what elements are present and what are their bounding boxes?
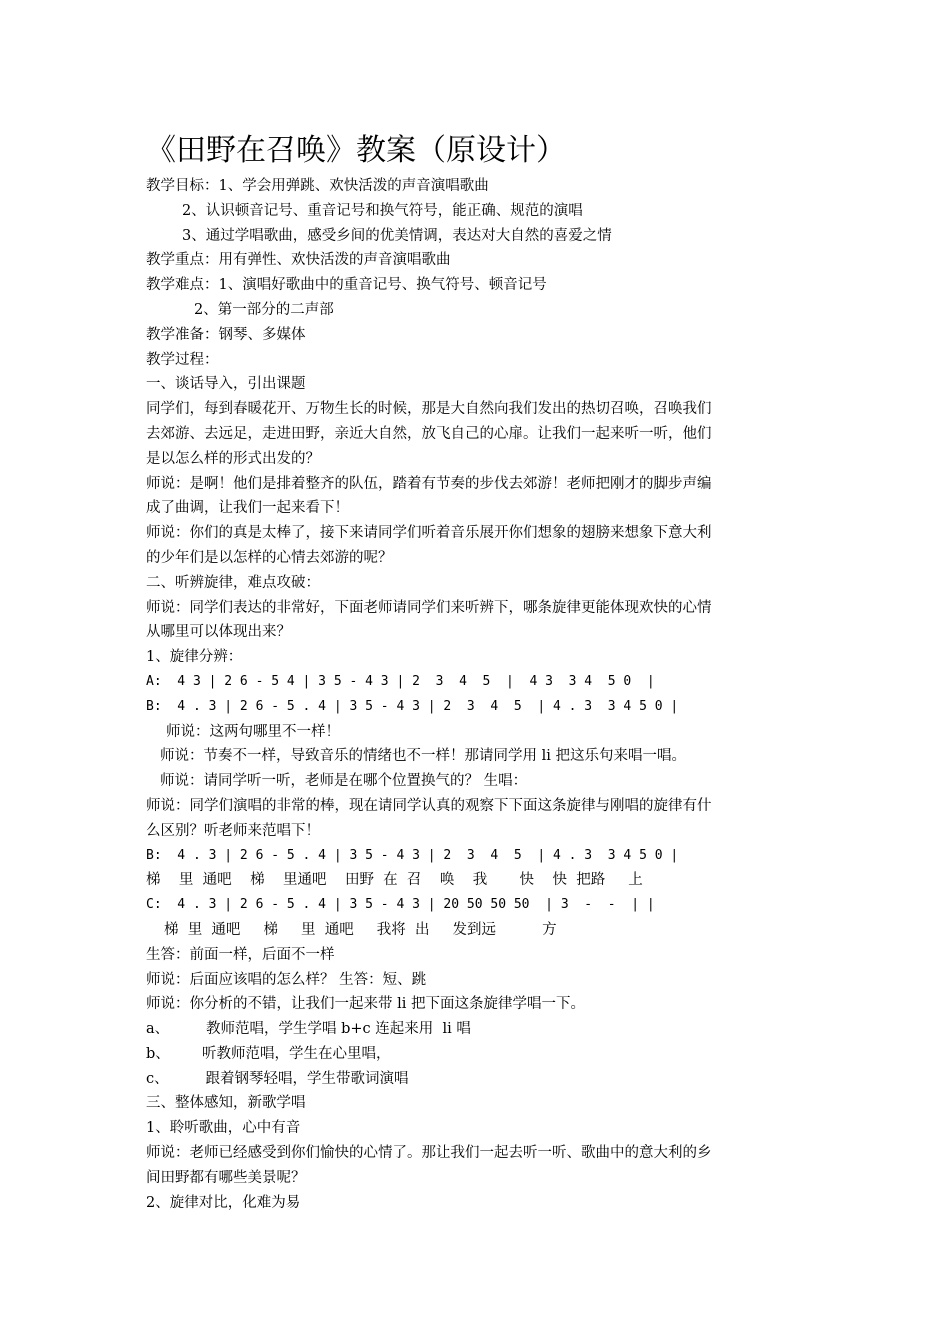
text-line: 同学们，每到春暖花开、万物生长的时候，那是大自然向我们发出的热切召唤，召唤我们 xyxy=(146,401,712,418)
text-line: 么区别？听老师来范唱下！ xyxy=(146,822,320,839)
text-line: 生答：前面一样，后面不一样 xyxy=(146,946,335,963)
text-line: 的少年们是以怎样的心情去郊游的呢？ xyxy=(146,549,393,566)
text-line: 教学过程： xyxy=(146,351,219,368)
text-line: 1、聆听歌曲，心中有音 xyxy=(146,1120,301,1137)
text-line: 一、谈话导入，引出课题 xyxy=(146,376,306,393)
text-line: 教学准备：钢琴、多媒体 xyxy=(146,326,306,343)
text-line: 师说：后面应该唱的怎么样？ 生答：短、跳 xyxy=(146,971,427,988)
text-line: 教学目标：1、学会用弹跳、欢快活泼的声音演唱歌曲 xyxy=(146,178,489,194)
text-line: 成了曲调，让我们一起来看下！ xyxy=(146,500,349,517)
text-line: 2、第一部分的二声部 xyxy=(194,301,334,318)
text-line: 2、认识顿音记号、重音记号和换气符号，能正确、规范的演唱 xyxy=(182,202,583,219)
text-line: 师说：是啊！他们是排着整齐的队伍，踏着有节奏的步伐去郊游！老师把刚才的脚步声编 xyxy=(146,475,712,492)
document-body xyxy=(146,174,808,1215)
text-line: 三、整体感知，新歌学唱 xyxy=(146,1095,306,1112)
text-line: 教学难点：1、演唱好歌曲中的重音记号、换气符号、顿音记号 xyxy=(146,277,547,294)
text-line: 从哪里可以体现出来？ xyxy=(146,624,291,641)
text-line: 间田野都有哪些美景呢？ xyxy=(146,1169,306,1186)
text-line: 师说：同学们表达的非常好，下面老师请同学们来听辨下，哪条旋律更能体现欢快的心情 xyxy=(146,599,712,616)
document-title: 《田野在召唤》教案（原设计） xyxy=(146,133,566,168)
text-line: 教学重点：用有弹性、欢快活泼的声音演唱歌曲 xyxy=(146,252,451,269)
melody-line: A: 4 3 | 2 6 - 5 4 | 3 5 - 4 3 | 2 3 4 5 | 4 3 3 4 5 0 | xyxy=(146,673,655,689)
text-line: 梯 里 通吧 梯 里 通吧 我将 出 发到远 方 xyxy=(164,921,557,938)
text-line: a、 教师范唱，学生学唱 b+c 连起来用 li 唱 xyxy=(146,1021,471,1038)
melody-line: B: 4 . 3 | 2 6 - 5 . 4 | 3 5 - 4 3 | 2 3 4 5 | 4 . 3 3 4 5 0 | xyxy=(146,847,679,863)
text-line: b、 听教师范唱，学生在心里唱， xyxy=(146,1045,391,1062)
text-line: 梯 里 通吧 梯 里通吧 田野 在 召 唤 我 快 快 把路 上 xyxy=(146,872,643,889)
text-line: 师说：你们的真是太棒了，接下来请同学们听着音乐展开你们想象的翅膀来想象下意大利 xyxy=(146,525,712,542)
text-line: 师说：节奏不一样，导致音乐的情绪也不一样！那请同学用 li 把这乐句来唱一唱。 xyxy=(160,748,686,765)
text-line: 2、旋律对比，化难为易 xyxy=(146,1194,301,1211)
text-line: 去郊游、去远足，走进田野，亲近大自然，放飞自己的心扉。让我们一起来听一听，他们 xyxy=(146,425,712,442)
text-line: c、 跟着钢琴轻唱，学生带歌词演唱 xyxy=(146,1070,409,1087)
melody-line: C: 4 . 3 | 2 6 - 5 . 4 | 3 5 - 4 3 | 20 50 50 50 | 3 - - | | xyxy=(146,897,655,913)
text-line: 是以怎么样的形式出发的？ xyxy=(146,450,320,467)
text-line: 师说：老师已经感受到你们愉快的心情了。那让我们一起去听一听、歌曲中的意大利的乡 xyxy=(146,1145,712,1162)
text-line: 二、听辨旋律，难点攻破： xyxy=(146,574,320,591)
text-line: 师说：同学们演唱的非常的棒，现在请同学认真的观察下下面这条旋律与刚唱的旋律有什 xyxy=(146,797,712,814)
text-line: 1、旋律分辨： xyxy=(146,649,243,666)
text-line: 师说：你分析的不错，让我们一起来带 li 把下面这条旋律学唱一下。 xyxy=(146,996,585,1013)
text-line: 师说：这两句哪里不一样！ xyxy=(166,723,340,740)
melody-line: B: 4 . 3 | 2 6 - 5 . 4 | 3 5 - 4 3 | 2 3 4 5 | 4 . 3 3 4 5 0 | xyxy=(146,698,679,714)
text-line: 师说：请同学听一听，老师是在哪个位置换气的？ 生唱： xyxy=(160,773,528,790)
text-line: 3、通过学唱歌曲，感受乡间的优美情调，表达对大自然的喜爱之情 xyxy=(182,227,612,244)
